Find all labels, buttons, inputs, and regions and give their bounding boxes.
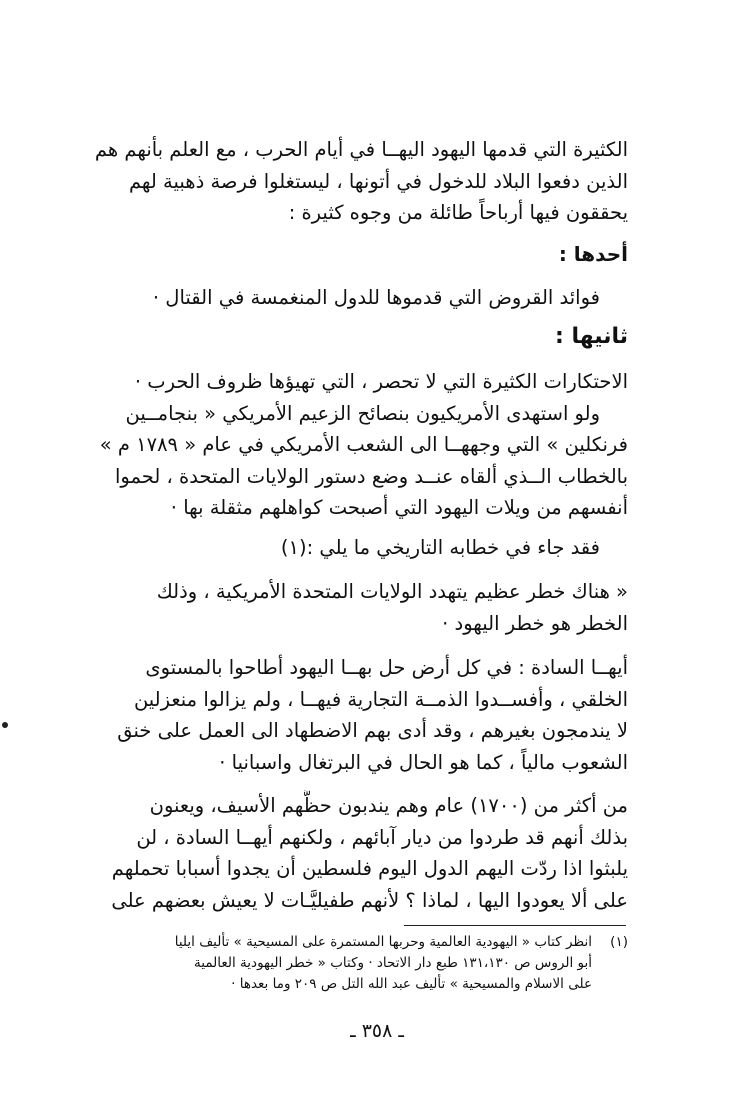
quote-paragraph-3 — [76, 790, 628, 916]
item-first — [76, 282, 628, 314]
text-line: بالخطاب الــذي ألقاه عنــد وضع دستور الولايات المتحدة ، لحموا — [115, 464, 628, 488]
paragraph-opening — [76, 134, 628, 229]
heading-second: ثانيها : — [554, 324, 628, 349]
heading-first: أحدها : — [558, 242, 628, 266]
text-line: من أكثر من (١٧٠٠) عام وهم يندبون حظَّهم الأسيف، ويعنون — [149, 794, 628, 817]
text-line: فرنكلين » التي وجههــا الى الشعب الأمريكي في عام « ١٧٨٩ م » — [99, 433, 628, 456]
text-line: أيهــا السادة : في كل أرض حل بهــا اليهود أطاحوا بالمستوى — [145, 656, 628, 679]
footnote-line: أبو الروس ص ١٣١،١٣٠ طبع دار الاتحاد · وكتاب « خطر اليهودية العالمية — [194, 955, 592, 971]
text-line: فوائد القروض التي قدموها للدول المنغمسة في القتال · — [152, 286, 600, 309]
footnote-row — [76, 932, 628, 953]
scan-mark — [2, 722, 8, 728]
footnote — [76, 932, 628, 995]
footnote-line: انظر كتاب « اليهودية العالمية وحربها المستمرة على المسيحية » تأليف ايليا — [174, 934, 592, 950]
text-line: الشعوب مالياً ، كما هو الحال في البرتغال واسبانيا · — [219, 750, 628, 774]
text-line: الخلقي ، وأفســدوا الذمــة التجارية فيهــا ، ولم يزالوا منعزلين — [133, 687, 628, 711]
text-line: الاحتكارات الكثيرة التي لا تحصر ، التي تهيؤها ظروف الحرب · — [134, 370, 628, 393]
text-line: بذلك أنهم قد طردوا من ديار آبائهم ، ولكنهم أيهــا السادة ، لن — [136, 825, 628, 849]
text-line: فقد جاء في خطابه التاريخي ما يلي :(١) — [280, 536, 600, 559]
page-number: ـ ٣٥٨ ـ — [350, 1020, 404, 1042]
footnote-divider — [404, 925, 626, 926]
text-line: يلبثوا اذا ردّت اليهم الدول اليوم فلسطين أن يجدوا أسبابا تحملهم — [111, 857, 628, 880]
text-line: الذين دفعوا البلاد للدخول في أتونها ، ليستغلوا فرصة ذهبية لهم — [128, 169, 628, 193]
text-line: الخطر هو خطر اليهود · — [442, 611, 628, 635]
text-line: يحققون فيها أرباحاً طائلة من وجوه كثيرة : — [288, 201, 628, 224]
footnote-row — [76, 974, 628, 995]
quote-paragraph-1 — [76, 576, 628, 639]
text-line: ولو استهدى الأمريكيون بنصائح الزعيم الأمريكي « بنجامــين — [125, 401, 600, 425]
quote-intro — [76, 532, 628, 564]
text-line: لا يندمجون بغيرهم ، وقد أدى بهم الاضطهاد الى العمل على خنق — [117, 719, 628, 742]
paragraph-monopolies — [76, 366, 628, 524]
footnote-marker: (١) — [610, 934, 628, 950]
quote-paragraph-2 — [76, 652, 628, 778]
text-line: الكثيرة التي قدمها اليهود اليهــا في أيام الحرب ، مع العلم بأنهم هم — [94, 138, 628, 161]
text-line: أنفسهم من ويلات اليهود التي أصبحت كواهلهم مثقلة بها · — [170, 496, 628, 519]
text-line: على ألا يعودوا اليها ، لماذا ؟ لأنهم طفيليَّـات لا يعيش بعضهم على — [111, 888, 628, 912]
text-line: « هناك خطر عظيم يتهدد الولايات المتحدة الأمريكية ، وذلك — [156, 580, 628, 603]
footnote-line: على الاسلام والمسيحية » تأليف عبد الله التل ص ٢٠٩ وما بعدها · — [231, 976, 592, 992]
footnote-row — [76, 953, 628, 974]
